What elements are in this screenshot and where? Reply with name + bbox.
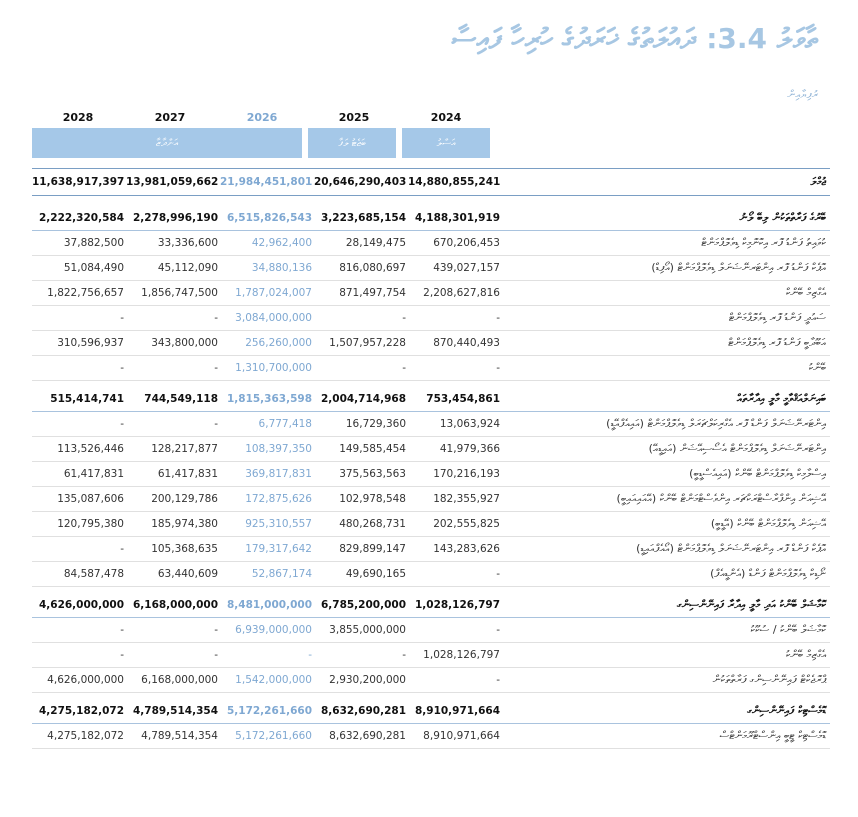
cell-2026: 108,397,350 (245, 443, 312, 455)
table-body (32, 168, 830, 749)
cell-2026: 179,317,642 (245, 543, 312, 555)
cell-2024: 8,910,971,664 (414, 705, 500, 717)
cell-2027: 63,440,609 (157, 568, 218, 580)
cell-2024: 1,028,126,797 (423, 649, 500, 661)
cell-2025: 871,497,754 (339, 287, 406, 299)
table-row (32, 724, 830, 749)
cell-2027: 105,368,635 (151, 543, 218, 555)
cell-2026: 34,880,136 (251, 262, 312, 274)
row-label: އެގްޒިމް ބޭންކް (785, 286, 826, 299)
row-label: ބޭންކު (808, 361, 826, 374)
cell-2028: 1,822,756,657 (47, 287, 124, 299)
cell-2024: 670,206,453 (433, 237, 500, 249)
cell-2025: 3,855,000,000 (329, 624, 406, 636)
cell-2026: 1,542,000,000 (235, 674, 312, 686)
row-label: އޮޕެކް ފަންޑު ފޮރ އިންޓަރނޭޝަނަލް ޑިވެލޮޕްމަންޓް (އޯފިޑް) (651, 261, 826, 274)
table-row (32, 643, 830, 668)
row-label: ކޮމާޝަލް ބޭންކު / ސުކޫކު (750, 623, 826, 636)
cell-2028: 515,414,741 (50, 393, 124, 405)
cell-2028: 135,087,606 (57, 493, 124, 505)
row-label: ކުވައިތު ފަންޑު ފޮރ އިކޮނޮމިކް ޑިވެލޮޕްމަންޓް (701, 236, 826, 249)
group-row (32, 699, 830, 724)
cell-2026: 1,787,024,007 (235, 287, 312, 299)
cell-2028: 84,587,478 (63, 568, 124, 580)
actual-header: އަސްލު (402, 128, 490, 158)
cell-2025: 829,899,147 (339, 543, 406, 555)
cell-2024: - (496, 624, 500, 636)
cell-2028: 4,626,000,000 (47, 674, 124, 686)
cell-2026: 925,310,557 (245, 518, 312, 530)
cell-2028: 113,526,446 (57, 443, 124, 455)
cell-2028: 120,795,380 (57, 518, 124, 530)
table-row (32, 437, 830, 462)
cell-2026: 1,310,700,000 (235, 362, 312, 374)
cell-2028: 11,638,917,397 (32, 176, 125, 188)
cell-2028: 61,417,831 (63, 468, 124, 480)
cell-2025: - (402, 362, 406, 374)
cell-2026: 5,172,261,660 (235, 730, 312, 742)
cell-2027: 45,112,090 (157, 262, 218, 274)
cell-2027: - (214, 362, 218, 374)
table-row (32, 281, 830, 306)
cell-2024: - (496, 568, 500, 580)
cell-2028: 4,275,182,072 (47, 730, 124, 742)
cell-2026: 6,939,000,000 (235, 624, 312, 636)
table-row (32, 231, 830, 256)
cell-2025: 375,563,563 (339, 468, 406, 480)
row-label: ޖުމްލަ (810, 175, 826, 188)
cell-2028: - (120, 418, 124, 430)
cell-2025: 149,585,454 (339, 443, 406, 455)
year-2024: 2024 (430, 110, 462, 124)
cell-2025: - (402, 312, 406, 324)
cell-2025: 20,646,290,403 (314, 176, 407, 188)
cell-2027: - (214, 624, 218, 636)
year-header-row (32, 106, 830, 128)
year-2028: 2028 (62, 110, 94, 124)
cell-2024: 13,063,924 (439, 418, 500, 430)
cell-2024: 41,979,366 (439, 443, 500, 455)
cell-2027: 6,168,000,000 (132, 599, 218, 611)
cell-2026: 369,817,831 (245, 468, 312, 480)
cell-2027: 13,981,059,662 (126, 176, 219, 188)
cell-2027: - (214, 649, 218, 661)
cell-2025: 3,223,685,154 (320, 212, 406, 224)
cell-2024: 2,208,627,816 (423, 287, 500, 299)
row-label: އިންޓަރނޭޝަނަލް ޑިވެލޮޕްމަންޓް އެސޯސިއޭޝަން (އައިޑީއޭ) (648, 442, 826, 455)
cell-2025: 16,729,360 (345, 418, 406, 430)
cell-2024: 1,028,126,797 (414, 599, 500, 611)
cell-2024: 170,216,193 (433, 468, 500, 480)
cell-2024: 753,454,861 (426, 393, 500, 405)
group-row (32, 593, 830, 618)
cell-2024: 143,283,626 (433, 543, 500, 555)
category-header-row (32, 128, 830, 160)
cell-2028: - (120, 649, 124, 661)
cell-2026: - (308, 649, 312, 661)
units-subtitle: ރުފިޔާއިން (787, 88, 818, 101)
cell-2024: 439,027,157 (433, 262, 500, 274)
table-row (32, 306, 830, 331)
cell-2028: - (120, 543, 124, 555)
cell-2025: 2,930,200,000 (329, 674, 406, 686)
table-row (32, 256, 830, 281)
year-2025: 2025 (338, 110, 370, 124)
table-row (32, 412, 830, 437)
year-2026: 2026 (246, 110, 278, 124)
table-row (32, 668, 830, 693)
year-2027: 2027 (154, 110, 186, 124)
cell-2024: 182,355,927 (433, 493, 500, 505)
cell-2025: 8,632,690,281 (329, 730, 406, 742)
cell-2024: - (496, 312, 500, 324)
cell-2028: - (120, 624, 124, 636)
cell-2028: 37,882,500 (63, 237, 124, 249)
cell-2027: 200,129,786 (151, 493, 218, 505)
cell-2025: 49,690,165 (345, 568, 406, 580)
cell-2025: 480,268,731 (339, 518, 406, 530)
table-row (32, 356, 830, 381)
total-row (32, 168, 830, 196)
cell-2025: 2,004,714,968 (320, 393, 406, 405)
row-label: އިންޓަރނޭޝަނަލް ފަންޑް ފޮރ އެގްރިކަލްޗަރަލް ޑިވެލޮޕްމަންޓް (އައިއެފްއޭޑީ) (606, 417, 826, 430)
cell-2025: 28,149,475 (345, 237, 406, 249)
cell-2026: 172,875,626 (245, 493, 312, 505)
cell-2027: 744,549,118 (144, 393, 218, 405)
cell-2028: 310,596,937 (57, 337, 124, 349)
row-label: ބައިނަލްއަޤްވާމީ މާލީ އިދާރާތައް (736, 392, 826, 405)
group-row (32, 387, 830, 412)
cell-2027: 61,417,831 (157, 468, 218, 480)
cell-2027: 128,217,877 (151, 443, 218, 455)
row-label: ކޮމާޝަލް ބޭންކު އަދި މާލީ އިދާރާ ފައިނޭންސިންގ (676, 598, 826, 611)
cell-2027: 1,856,747,500 (141, 287, 218, 299)
cell-2026: 21,984,451,801 (220, 176, 313, 188)
cell-2024: 4,188,301,919 (414, 212, 500, 224)
cell-2024: 202,555,825 (433, 518, 500, 530)
cell-2027: 4,789,514,354 (132, 705, 218, 717)
cell-2024: 14,880,855,241 (408, 176, 501, 188)
row-label: ޑޮމެސްޓިކް ޓީބީ އިންސްޓްރޫމަންޓްސް (719, 729, 826, 742)
cell-2025: 816,080,697 (339, 262, 406, 274)
table-row (32, 562, 830, 587)
budget-header: ބަޖެޓު ލަފާ (308, 128, 396, 158)
cell-2026: 52,867,174 (251, 568, 312, 580)
table-row (32, 487, 830, 512)
cell-2025: - (402, 649, 406, 661)
row-label: ބޭރުގެ ފަރާތްތަކުން ލިބޭ ލޯނު (739, 211, 826, 224)
table-row (32, 462, 830, 487)
cell-2024: 8,910,971,664 (423, 730, 500, 742)
row-label: އަބޫދާބީ ފަންޑު ފޮރ ޑިވެލޮޕްމަންޓް (728, 336, 826, 349)
cell-2026: 6,777,418 (258, 418, 312, 430)
cell-2025: 6,785,200,000 (320, 599, 406, 611)
cell-2027: - (214, 312, 218, 324)
cell-2027: - (214, 418, 218, 430)
cell-2024: - (496, 362, 500, 374)
cell-2028: 4,626,000,000 (38, 599, 124, 611)
cell-2025: 102,978,548 (339, 493, 406, 505)
cell-2026: 256,260,000 (245, 337, 312, 349)
cell-2026: 3,084,000,000 (235, 312, 312, 324)
cell-2024: 870,440,493 (433, 337, 500, 349)
cell-2028: - (120, 312, 124, 324)
table-row (32, 331, 830, 356)
financing-table (32, 106, 830, 749)
row-label: އިސްލާމިކް ޑިވެލޮޕްމަންޓް ބޭންކް (އައިއެސްޑީބީ) (689, 467, 826, 480)
row-label: އޮޕެކް ފަންޑް ފޮރ އިންޓަރނޭޝަނަލް ޑިވެލޮޕްމަންޓް (އޯއެފްއައިޑީ) (636, 542, 826, 555)
cell-2025: 1,507,957,228 (329, 337, 406, 349)
page-title: ތާވަލު 3.4: ދައުލަތުގެ ޚަރަދުގެ ހުރިހާ ފައިސާ (451, 22, 818, 55)
table-row (32, 537, 830, 562)
table-row (32, 512, 830, 537)
cell-2026: 6,515,826,543 (226, 212, 312, 224)
cell-2027: 6,168,000,000 (141, 674, 218, 686)
cell-2027: 4,789,514,354 (141, 730, 218, 742)
cell-2024: - (496, 674, 500, 686)
row-label: އޭޝިއަން އިންފްރާސްޓްރަކްޗަރ އިންވެސްޓްމަންޓް ބޭންކް (އޭއައިއައިބީ) (616, 492, 826, 505)
cell-2026: 8,481,000,000 (226, 599, 312, 611)
cell-2027: 343,800,000 (151, 337, 218, 349)
row-label: ސައުދީ ފަންޑު ފޮރ ޑިވެލޮޕްމަންޓް (728, 311, 826, 324)
row-label: ޑޮމެސްޓިކް ފައިނޭންސިންގ (747, 704, 826, 717)
projection-header: އަންދާޒާ (32, 128, 302, 158)
cell-2028: 51,084,490 (63, 262, 124, 274)
group-row (32, 206, 830, 231)
row-label: އޭޝިއަން ޑިވެލޮޕްމަންޓް ބޭންކް (އޭޑީބީ) (710, 517, 826, 530)
row-label: އެގްޒިމް ބޭންކު (785, 648, 826, 661)
cell-2027: 2,278,996,190 (132, 212, 218, 224)
row-label: ނޯޑިކް ޑިވެލޮޕްމަންޓް ފަންޑް (އެންޑީއެފް) (710, 567, 826, 580)
cell-2028: - (120, 362, 124, 374)
cell-2028: 2,222,320,584 (38, 212, 124, 224)
table-row (32, 618, 830, 643)
cell-2027: 185,974,380 (151, 518, 218, 530)
cell-2026: 1,815,363,598 (226, 393, 312, 405)
cell-2028: 4,275,182,072 (38, 705, 124, 717)
cell-2026: 42,962,400 (251, 237, 312, 249)
cell-2027: 33,336,600 (157, 237, 218, 249)
cell-2026: 5,172,261,660 (226, 705, 312, 717)
row-label: ޕްރޮޖެކްޓް ފައިނޭންސިންގ ފަރާތްތަކުން (712, 673, 826, 686)
cell-2025: 8,632,690,281 (320, 705, 406, 717)
